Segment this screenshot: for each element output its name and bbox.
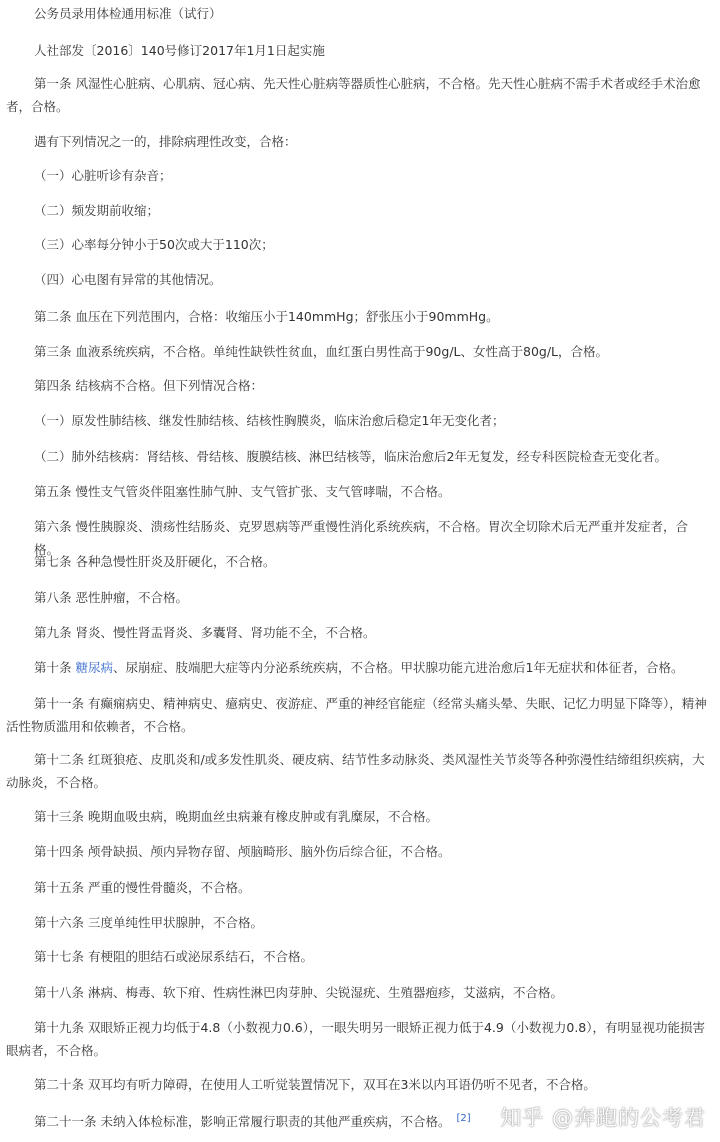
article-18: 第十八条 淋病、梅毒、软下疳、性病性淋巴肉芽肿、尖锐湿疣、生殖器疱疹，艾滋病，不合格。 xyxy=(34,985,563,1000)
article-17: 第十七条 有梗阻的胆结石或泌尿系结石，不合格。 xyxy=(34,949,313,964)
article-13: 第十三条 晚期血吸虫病，晚期血丝虫病兼有橡皮肿或有乳糜尿，不合格。 xyxy=(34,809,438,824)
article-4: 第四条 结核病不合格。但下列情况合格： xyxy=(34,378,263,393)
list-item: （二）频发期前收缩； xyxy=(34,203,160,218)
list-item: （二）肺外结核病：肾结核、骨结核、腹膜结核、淋巴结核等，临床治愈后2年无复发，经专科医院检查无变化者。 xyxy=(34,449,667,464)
article-20: 第二十条 双耳均有听力障碍，在使用人工听觉装置情况下，双耳在3米以内耳语仍听不见者，不合格。 xyxy=(34,1077,596,1092)
list-item: （四）心电图有异常的其他情况。 xyxy=(34,272,222,287)
list-item: （三）心率每分钟小于50次或大于110次； xyxy=(34,237,274,252)
document-title: 公务员录用体检通用标准（试行） xyxy=(34,6,222,21)
article-1: 第一条 风湿性心脏病、心肌病、冠心病、先天性心脏病等器质性心脏病，不合格。先天性心脏病不需手术者或经手术治愈者，合格。 xyxy=(6,76,701,114)
article-21: 第二十一条 未纳入体检标准，影响正常履行职责的其他严重疾病，不合格。 [2] xyxy=(34,1113,471,1130)
article-16: 第十六条 三度单纯性甲状腺肿，不合格。 xyxy=(34,915,263,930)
article-19: 第十九条 双眼矫正视力均低于4.8（小数视力0.6），一眼失明另一眼矫正视力低于4.9（小数视力0.8），有明显视功能损害眼病者，不合格。 xyxy=(6,1020,705,1058)
document-subtitle: 人社部发〔2016〕140号修订2017年1月1日起实施 xyxy=(34,43,325,58)
paragraph: 遇有下列情况之一的，排除病理性改变，合格： xyxy=(34,134,297,149)
watermark: 知乎 @奔跑的公考君 xyxy=(500,1106,706,1130)
reference-link[interactable]: [2] xyxy=(456,1113,471,1124)
article-10: 第十条 糖尿病、尿崩症、肢端肥大症等内分泌系统疾病，不合格。甲状腺功能亢进治愈后1年无症状和体征者，合格。 xyxy=(34,660,684,675)
article-9: 第九条 肾炎、慢性肾盂肾炎、多囊肾、肾功能不全，不合格。 xyxy=(34,625,376,640)
article-15: 第十五条 严重的慢性骨髓炎，不合格。 xyxy=(34,880,251,895)
article-6: 第六条 慢性胰腺炎、溃疡性结肠炎、克罗恩病等严重慢性消化系统疾病，不合格。胃次全切除术后无严重并发症者，合格。 xyxy=(34,519,688,557)
article-14: 第十四条 颅骨缺损、颅内异物存留、颅脑畸形、脑外伤后综合征，不合格。 xyxy=(34,844,451,859)
article-2: 第二条 血压在下列范围内，合格：收缩压小于140mmHg；舒张压小于90mmHg。 xyxy=(34,309,499,324)
list-item: （一）心脏听诊有杂音； xyxy=(34,168,172,183)
article-5: 第五条 慢性支气管炎伴阻塞性肺气肿、支气管扩张、支气管哮喘，不合格。 xyxy=(34,484,451,499)
list-item: （一）原发性肺结核、继发性肺结核、结核性胸膜炎，临床治愈后稳定1年无变化者； xyxy=(34,413,505,428)
diabetes-link[interactable]: 糖尿病 xyxy=(75,660,113,675)
article-7: 第七条 各种急慢性肝炎及肝硬化，不合格。 xyxy=(34,554,276,569)
article-3: 第三条 血液系统疾病，不合格。单纯性缺铁性贫血，血红蛋白男性高于90g/L、女性高于80g/L，合格。 xyxy=(34,344,609,359)
article-8: 第八条 恶性肿瘤，不合格。 xyxy=(34,590,188,605)
article-11: 第十一条 有癫痫病史、精神病史、癔病史、夜游症、严重的神经官能症（经常头痛头晕、失眠、记忆力明显下降等），精神活性物质滥用和依赖者，不合格。 xyxy=(6,696,707,734)
article-12: 第十二条 红斑狼疮、皮肌炎和/或多发性肌炎、硬皮病、结节性多动脉炎、类风湿性关节炎等各种弥漫性结缔组织疾病，大动脉炎，不合格。 xyxy=(6,752,705,790)
